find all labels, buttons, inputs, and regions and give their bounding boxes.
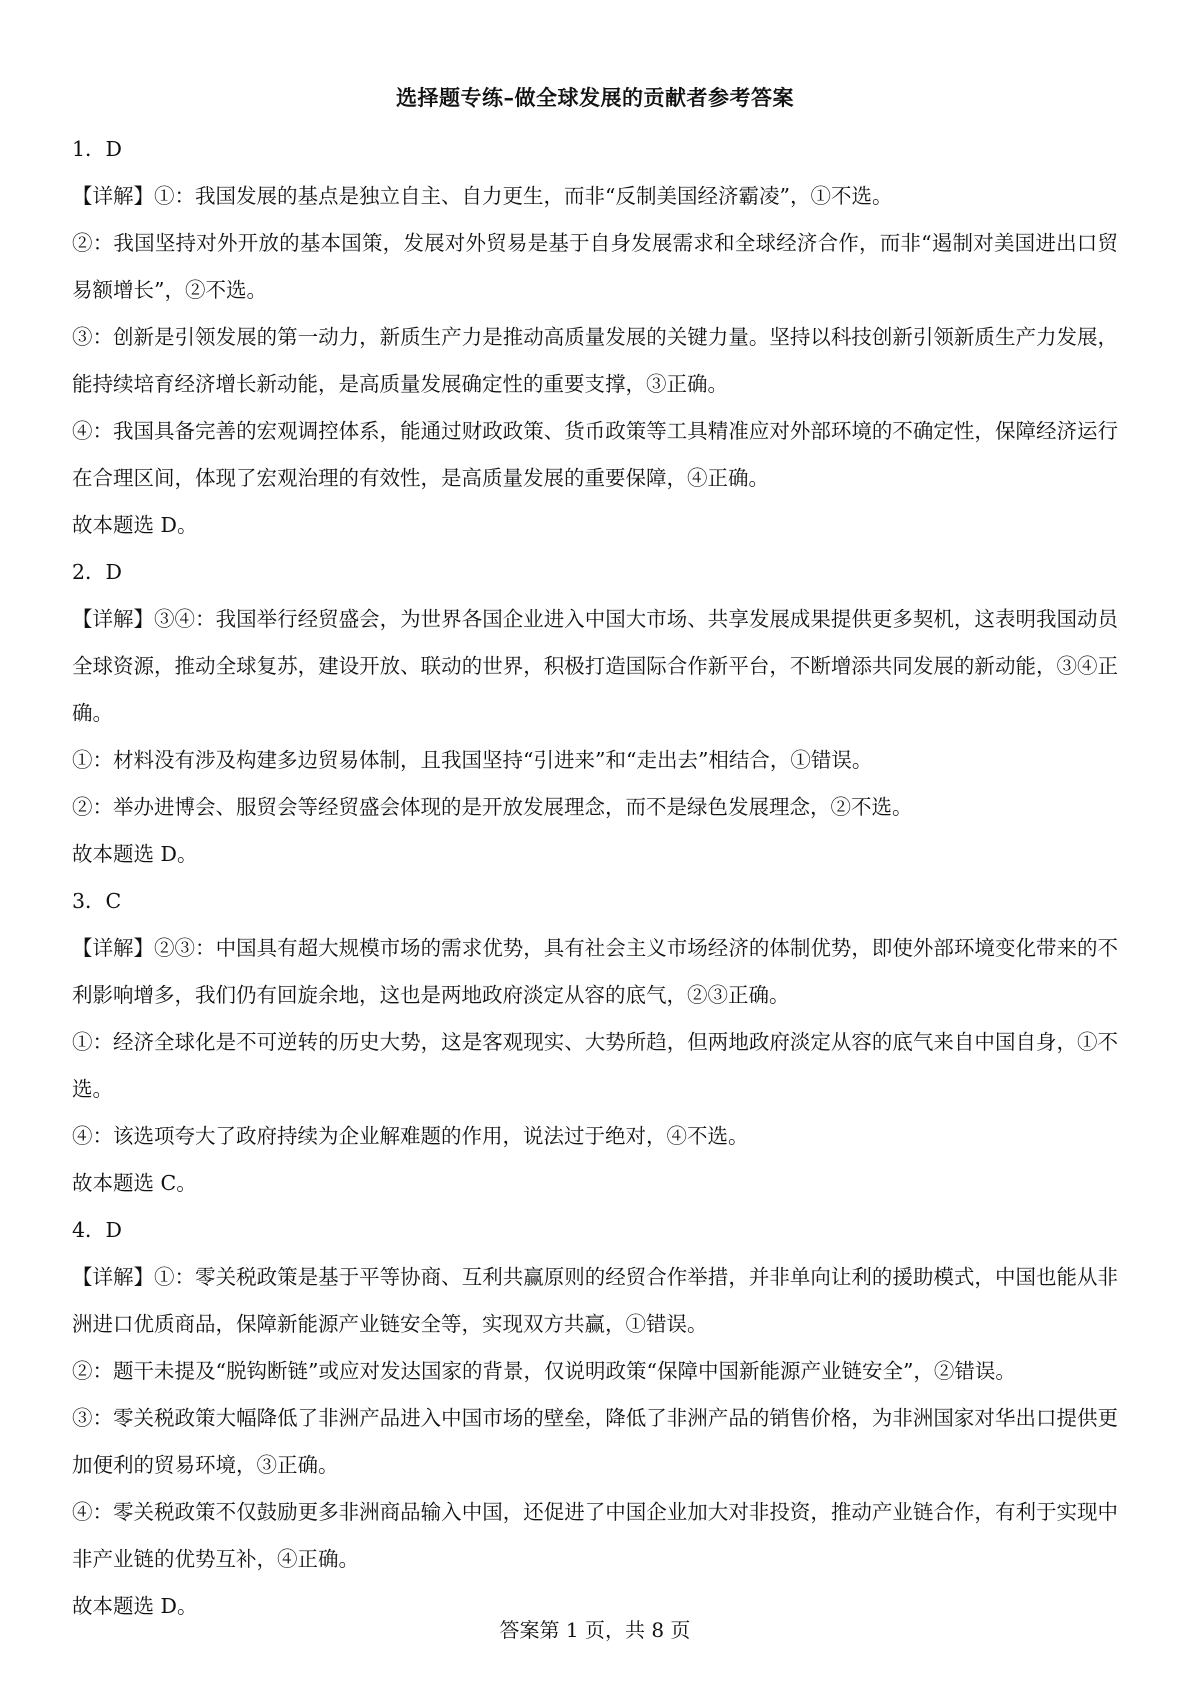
question-4-conclusion: 故本题选 D。 <box>72 1594 198 1618</box>
question-3-paragraph-1: 【详解】②③：中国具有超大规模市场的需求优势，具有社会主义市场经济的体制优势，即使外部环境变化带来的不利影响增多，我们仍有回旋余地，这也是两地政府淡定从容的底气，②③正确。 <box>72 936 1118 1007</box>
question-4-paragraph-1: 【详解】①：零关税政策是基于平等协商、互利共赢原则的经贸合作举措，并非单向让利的援助模式，中国也能从非洲进口优质商品，保障新能源产业链安全等，实现双方共赢，①错误。 <box>72 1265 1118 1336</box>
question-3-paragraph-3: ④：该选项夸大了政府持续为企业解难题的作用，说法过于绝对，④不选。 <box>72 1124 749 1148</box>
question-1-paragraph-2: ②：我国坚持对外开放的基本国策，发展对外贸易是基于自身发展需求和全球经济合作，而非“遏制对美国进出口贸易额增长”，②不选。 <box>72 231 1118 302</box>
question-3-paragraph-2: ①：经济全球化是不可逆转的历史大势，这是客观现实、大势所趋，但两地政府淡定从容的底气来自中国自身，①不选。 <box>72 1030 1118 1101</box>
question-4-paragraph-3: ③：零关税政策大幅降低了非洲产品进入中国市场的壁垒，降低了非洲产品的销售价格，为非洲国家对华出口提供更加便利的贸易环境，③正确。 <box>72 1406 1118 1477</box>
answer-content <box>72 126 1118 1630</box>
question-1-header: 1．D <box>72 137 122 161</box>
question-1-conclusion: 故本题选 D。 <box>72 513 198 537</box>
question-1-paragraph-1: 【详解】①：我国发展的基点是独立自主、自力更生，而非“反制美国经济霸凌”，①不选。 <box>72 184 893 208</box>
question-1-paragraph-4: ④：我国具备完善的宏观调控体系，能通过财政政策、货币政策等工具精准应对外部环境的不确定性，保障经济运行在合理区间，体现了宏观治理的有效性，是高质量发展的重要保障，④正确。 <box>72 419 1118 490</box>
question-4-paragraph-4: ④：零关税政策不仅鼓励更多非洲商品输入中国，还促进了中国企业加大对非投资，推动产业链合作，有利于实现中非产业链的优势互补，④正确。 <box>72 1500 1118 1571</box>
question-1-paragraph-3: ③：创新是引领发展的第一动力，新质生产力是推动高质量发展的关键力量。坚持以科技创新引领新质生产力发展，能持续培育经济增长新动能，是高质量发展确定性的重要支撑，③正确。 <box>72 325 1118 396</box>
question-4-header: 4．D <box>72 1218 122 1242</box>
question-2-paragraph-3: ②：举办进博会、服贸会等经贸盛会体现的是开放发展理念，而不是绿色发展理念，②不选。 <box>72 795 913 819</box>
question-3-header: 3．C <box>72 889 122 913</box>
question-2-conclusion: 故本题选 D。 <box>72 842 198 866</box>
question-2-paragraph-1: 【详解】③④：我国举行经贸盛会，为世界各国企业进入中国大市场、共享发展成果提供更多契机，这表明我国动员全球资源，推动全球复苏，建设开放、联动的世界，积极打造国际合作新平台，不断增添共同发展的新动能，③④正确。 <box>72 607 1118 725</box>
question-3-conclusion: 故本题选 C。 <box>72 1171 197 1195</box>
page-title: 选择题专练–做全球发展的贡献者参考答案 <box>396 85 794 110</box>
question-2-header: 2．D <box>72 560 122 584</box>
question-4-paragraph-2: ②：题干未提及“脱钩断链”或应对发达国家的背景，仅说明政策“保障中国新能源产业链安全”，②错误。 <box>72 1359 1016 1383</box>
question-2-paragraph-2: ①：材料没有涉及构建多边贸易体制，且我国坚持“引进来”和“走出去”相结合，①错误。 <box>72 748 873 772</box>
page-footer: 答案第 1 页，共 8 页 <box>499 1618 691 1642</box>
